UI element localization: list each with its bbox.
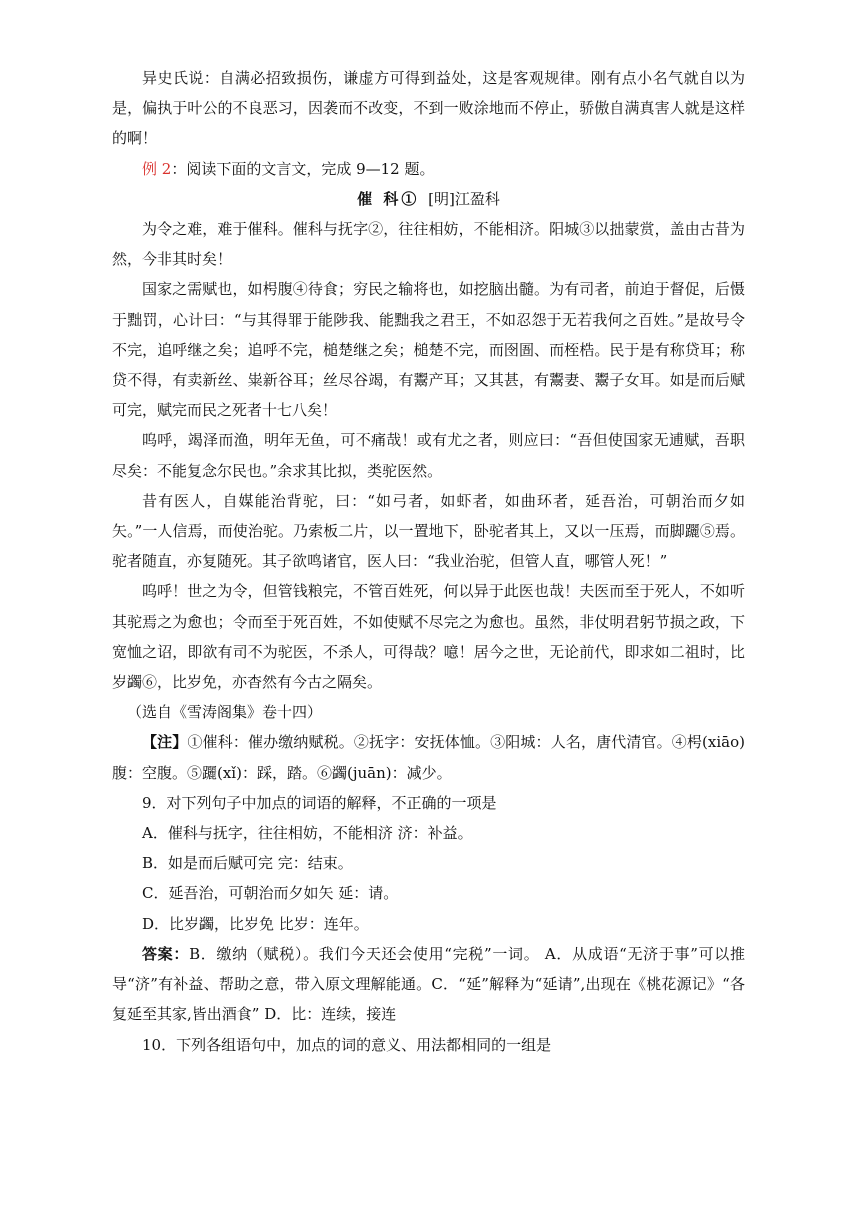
passage-paragraph: 呜呼！世之为令，但管钱粮完，不管百姓死，何以异于此医也哉！夫医而至于死人，不如听其驼焉之为愈也；令而至于死百姓，不如使赋不尽完之为愈也。虽然，非仗明君躬节损之政，下宽恤之诏，即欲有司不为驼医，不杀人，可得哉？噫！居今之世，无论前代，即求如二祖时，比岁蠲⑥，比岁免，亦杳然有今古之隔矣。: [112, 582, 745, 692]
passage-paragraph: 呜呼，竭泽而渔，明年无鱼，可不痛哉！或有尤之者，则应曰：“吾但使国家无逋赋，吾职尽矣：不能复念尔民也。”余求其比拟，类驼医然。: [112, 431, 745, 480]
example-label: 例 2: [142, 159, 172, 178]
question-option: D．比岁蠲，比岁免 比岁：连年。: [142, 914, 369, 933]
question-stem: 9．对下列句子中加点的词语的解释，不正确的一项是: [142, 793, 497, 812]
passage-title-name: 催 科①: [357, 189, 420, 208]
document-body: [112, 63, 745, 1060]
question-stem: 10．下列各组语句中，加点的词的意义、用法都相同的一组是: [142, 1035, 552, 1054]
question-option: B．如是而后赋可完 完：结束。: [142, 854, 353, 873]
commentary-paragraph: 异史氏说：自满必招致损伤，谦虚方可得到益处，这是客观规律。刚有点小名气就自以为是，偏执于叶公的不良恶习，因袭而不改变，不到一败涂地而不停止，骄傲自满真害人就是这样的啊！: [112, 69, 745, 148]
passage-paragraph: 国家之需赋也，如枵腹④待食；穷民之输将也，如挖脑出髓。为有司者，前迫于督促，后慑于黜罚，心计曰：“与其得罪于能陟我、能黜我之君王，不如忍怨于无若我何之百姓。”是故号令不完，追呼继之矣；追呼不完，槌楚继之矣；槌楚不完，而囹圄、而桎梏。民于是有称贷耳；称贷不得，有卖新丝、粜新谷耳；丝尽谷竭，有鬻产耳；又其甚，有鬻妻、鬻子女耳。如是而后赋可完，赋完而民之死者十七八矣！: [112, 280, 745, 420]
notes-text: ①催科：催办缴纳赋税。②抚字：安抚体恤。③阳城：人名，唐代清官。④枵(xiāo)腹：空腹。⑤躧(xǐ)：踩，踏。⑥蠲(juān)：减少。: [112, 733, 745, 782]
answer-paragraph: [112, 939, 745, 1030]
notes-label: 【注】: [142, 733, 188, 752]
question-option: A．催科与抚字，往往相妨，不能相济 济：补益。: [142, 824, 473, 843]
answer-label: 答案: [142, 944, 174, 963]
passage-author: [明]江盈科: [423, 189, 500, 208]
passage-source: （选自《雪涛阁集》卷十四）: [127, 703, 323, 722]
passage-title: [112, 184, 745, 214]
example-instruction: 阅读下面的文言文，完成 9—12 题。: [186, 159, 435, 178]
passage-paragraph: 昔有医人，自媒能治背驼，曰：“如弓者，如虾者，如曲环者，延吾治，可朝治而夕如矢。”一人信焉，而使治驼。乃索板二片，以一置地下，卧驼者其上，又以一压焉，而脚躧⑤焉。驼者随直，亦复随死。其子欲鸣诸官，医人曰：“我业治驼，但管人直，哪管人死！”: [112, 491, 745, 571]
notes-paragraph: [112, 727, 745, 787]
passage-paragraph: 为令之难，难于催科。催科与抚字②，往往相妨，不能相济。阳城③以拙蒙赏，盖由古昔为然，今非其时矣！: [112, 220, 745, 269]
question-option: C．延吾治，可朝治而夕如矢 延：请。: [142, 884, 399, 903]
answer-colon: ：: [173, 944, 190, 963]
example-heading: [112, 154, 745, 184]
answer-text: B．缴纳（赋税）。我们今天还会使用“完税”一词。 A．从成语“无济于事”可以推导“济”有补益、帮助之意，带入原文理解能通。C．“延”解释为“延请”,出现在《桃花源记》“各复延至其家,皆出酒食” D．比：连续，接连: [112, 944, 745, 1024]
example-colon: ：: [171, 159, 187, 178]
